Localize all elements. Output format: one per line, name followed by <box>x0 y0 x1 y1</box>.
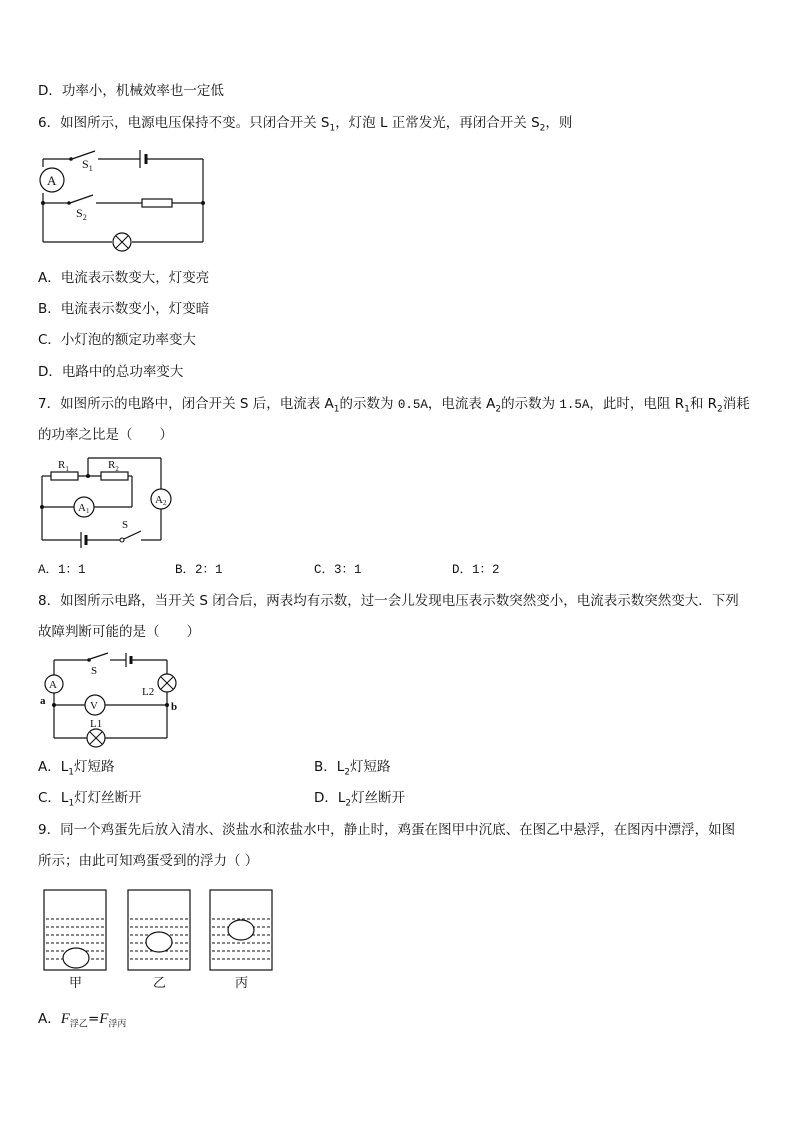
q8-stem-line1: 8．如图所示电路，当开关 S 闭合后，两表均有示数，过一会儿发现电压表示数突然变小，电流表示数突然变大．下列 <box>38 593 739 609</box>
q9-option-a: A．$F_{浮乙}=F_{浮丙}$ <box>38 1011 127 1030</box>
q9-beaker-jia <box>44 890 106 970</box>
q9-beaker-bing <box>210 890 272 970</box>
q6-option-a: A．电流表示数变大，灯变亮 <box>38 270 210 286</box>
svg-text:A: A <box>47 173 57 188</box>
q6-s1-label: $S_1$ <box>82 157 93 173</box>
q9-label-bing: 丙 <box>235 975 249 990</box>
q9-stem-line1: 9．同一个鸡蛋先后放入清水、淡盐水和浓盐水中，静止时，鸡蛋在图甲中沉底、在图乙中悬浮，在图丙中漂浮，如图 <box>38 822 736 838</box>
svg-text:V: V <box>90 700 98 712</box>
q8-stem-line2: 故障判断可能的是（ ） <box>38 624 200 640</box>
q9-label-jia: 甲 <box>69 975 83 990</box>
q7-option-c: C．3：1 <box>314 563 362 577</box>
q6-stem: 6．如图所示，电源电压保持不变。只闭合开关 $S_1$，灯泡 L 正常发光，再闭合开关 $S_2$，则 <box>38 115 573 134</box>
q7-s-label: S <box>122 519 129 531</box>
q6-s2-label: $S_2$ <box>76 206 87 222</box>
q8-point-a: a <box>40 695 46 707</box>
q8-circuit-diagram <box>38 648 183 748</box>
q7-stem-line1: 7．如图所示的电路中，闭合开关 S 后，电流表 $A_1$的示数为 0.5A，电流表 $A_2$的示数为 1.5A，此时，电阻 $R_1$和 $R_2$消耗 <box>38 396 750 415</box>
q9-egg-bing <box>228 920 254 940</box>
q7-r1 <box>51 472 78 480</box>
q8-option-d: D．$L_2$灯丝断开 <box>314 790 406 809</box>
q8-option-c: C．$L_1$灯灯丝断开 <box>38 790 142 809</box>
svg-text:A2: A2 <box>155 494 167 507</box>
q8-l2-label: L2 <box>142 686 155 698</box>
svg-text:A: A <box>49 679 57 691</box>
q8-l1-label: L1 <box>90 718 103 730</box>
svg-text:A1: A1 <box>78 502 90 515</box>
q8-option-b: B．$L_2$灯短路 <box>314 759 391 778</box>
q9-egg-jia <box>63 948 89 968</box>
q6-option-b: B．电流表示数变小，灯变暗 <box>38 301 210 317</box>
q6-option-d: D．电路中的总功率变大 <box>38 364 184 380</box>
q6-option-c: C．小灯泡的额定功率变大 <box>38 332 196 348</box>
q9-beaker-yi <box>128 890 190 970</box>
q9-egg-yi <box>146 932 172 952</box>
q9-beakers-figure <box>38 885 278 995</box>
q7-stem-line2: 的功率之比是（ ） <box>38 427 173 443</box>
q7-option-b: B．2：1 <box>175 563 223 577</box>
q7-r2-label: $R_2$ <box>108 459 119 473</box>
q9-label-yi: 乙 <box>153 975 167 990</box>
q5-option-d: D．功率小，机械效率也一定低 <box>38 83 224 99</box>
q7-r2 <box>101 472 128 480</box>
q8-option-a: A．$L_1$灯短路 <box>38 759 115 778</box>
q6-resistor <box>142 199 172 207</box>
q7-option-a: A．1：1 <box>38 563 86 577</box>
q7-circuit-diagram <box>38 455 178 550</box>
q8-point-b: b <box>171 701 178 713</box>
q7-option-d: D．1：2 <box>452 563 500 577</box>
q9-stem-line2: 所示；由此可知鸡蛋受到的浮力（ ） <box>38 853 259 869</box>
q8-s-label: S <box>91 665 98 677</box>
q6-circuit-diagram <box>38 142 208 254</box>
q7-r1-label: $R_1$ <box>58 459 69 473</box>
